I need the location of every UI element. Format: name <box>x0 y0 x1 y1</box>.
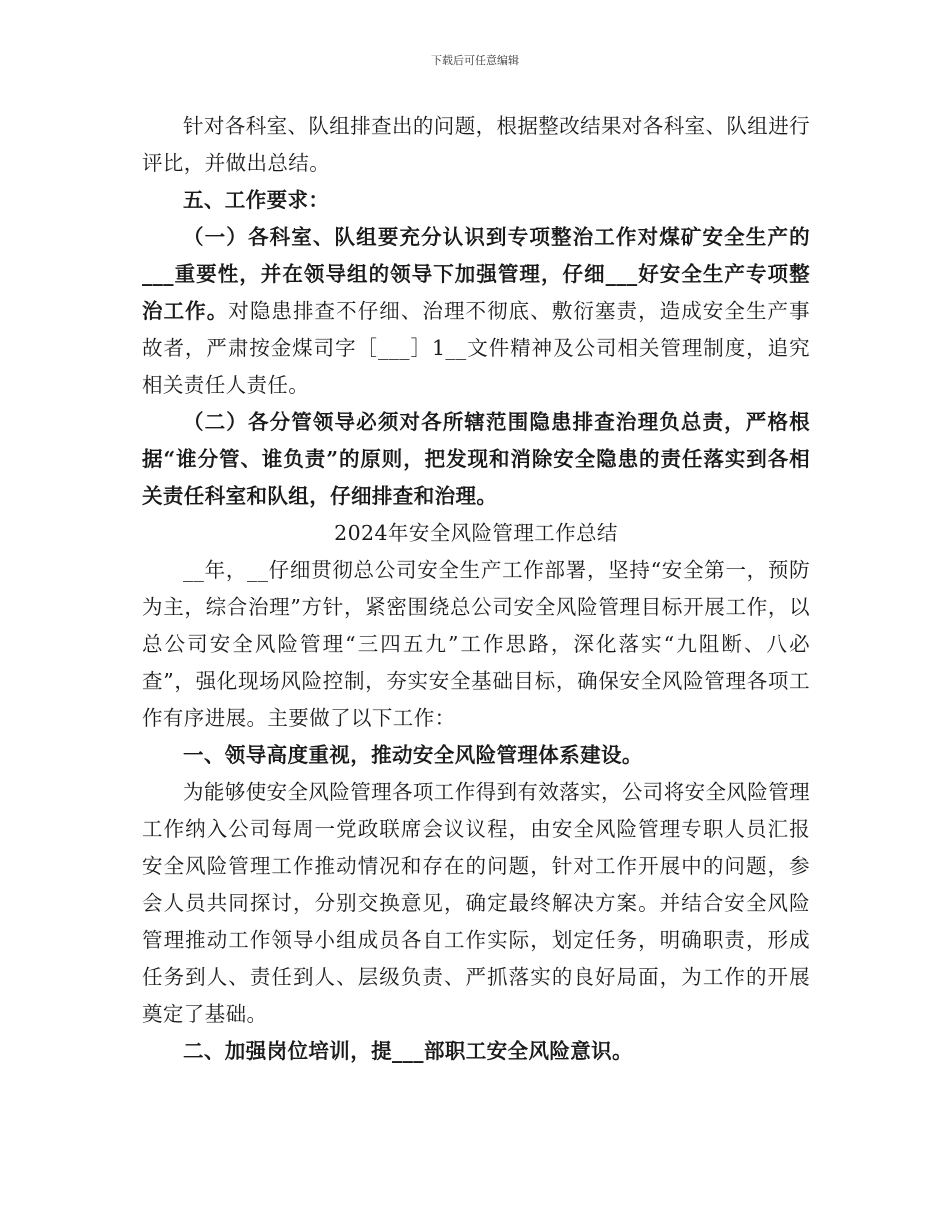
requirement-1-normal-text: 对隐患排查不仔细、治理不彻底、敷衍塞责，造成安全生产事故者，严肃按金煤司字［___］1__文件精神及公司相关管理制度，追究相关责任人责任。 <box>142 299 810 397</box>
document-body <box>142 108 810 1070</box>
section-heading-leadership: 一、领导高度重视，推动安全风险管理体系建设。 <box>183 743 643 767</box>
paragraph-leadership: 为能够使安全风险管理各项工作得到有效落实，公司将安全风险管理工作纳入公司每周一党政联席会议议程，由安全风险管理专职人员汇报安全风险管理工作推动情况和存在的问题，针对工作开展中的问题，参会人员共同探讨，分别交换意见，确定最终解决方案。并结合安全风险管理推动工作领导小组成员各自工作实际，划定任务，明确职责，形成任务到人、责任到人、层级负责、严抓落实的良好局面，为工作的开展奠定了基础。 <box>142 780 810 1026</box>
section-heading-requirements: 五、工作要求： <box>183 188 330 212</box>
paragraph-requirement-2: （二）各分管领导必须对各所辖范围隐患排查治理负总责，严格根据“谁分管、谁负责”的原则，把发现和消除安全隐患的责任落实到各相关责任科室和队组，仔细排查和治理。 <box>142 410 810 508</box>
paragraph-requirement-1 <box>142 219 810 404</box>
paragraph-summary: 针对各科室、队组排查出的问题，根据整改结果对各科室、队组进行评比，并做出总结。 <box>142 114 810 175</box>
requirement-1-bold-text: （一）各科室、队组要充分认识到专项整治工作对煤矿安全生产的___重要性，并在领导组的领导下加强管理，仔细___好安全生产专项整治工作。 <box>142 225 810 323</box>
page-header: 下载后可任意编辑 <box>431 54 519 67</box>
document-title: 2024年安全风险管理工作总结 <box>334 521 618 545</box>
paragraph-intro: __年，__仔细贯彻总公司安全生产工作部署，坚持“安全第一，预防为主，综合治理”方针，紧密围绕总公司安全风险管理目标开展工作，以总公司安全风险管理“三四五九”工作思路，深化落实“九阻断、八必查”，强化现场风险控制，夯实安全基础目标，确保安全风险管理各项工作有序进展。主要做了以下工作： <box>142 558 810 730</box>
section-heading-training: 二、加强岗位培训，提___部职工安全风险意识。 <box>183 1039 633 1063</box>
